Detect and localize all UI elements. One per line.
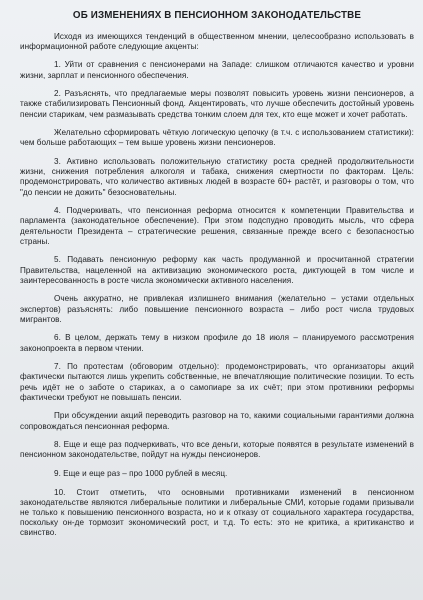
paragraph-point-2: 2. Разъяснять, что предлагаемые меры позволят повысить уровень жизни пенсионеров, а также стабилизировать Пенсионный фонд. Акцентировать, что лучше обеспечить достойный уровень пенсии старикам, чем размазывать средства тонким слоем для тех, кто еще может и хочет работать. — [20, 89, 414, 119]
paragraph-point-8: 8. Еще и еще раз подчеркивать, что все деньги, которые появятся в результате изменений в пенсионном законодательстве, пойдут на нужды пенсионеров. — [20, 440, 414, 460]
paragraph-point-7: 7. По протестам (обговорим отдельно): продемонстрировать, что организаторы акций фактически пытаются лишь укрепить собственные, не впечатляющие политические позиции. То есть речь идёт не о заботе о стариках, а о самопиаре за их счёт; при этом противники реформы фактически требуют не повышать пенсии. — [20, 362, 414, 402]
paragraph-point-2-note: Желательно сформировать чёткую логическую цепочку (в т.ч. с использованием статистики): чем больше работающих – тем выше уровень жизни пенсионеров. — [20, 128, 414, 148]
paragraph-point-10: 10. Стоит отметить, что основными противниками изменений в пенсионном законодательстве являются либеральные политики и либеральные СМИ, которые годами призывали не только к повышению пенсионного возраста, но и к отказу от социального характера государства, поскольку он-де тормозит экономический рост, и т.д. То есть: это не критика, а критиканство и свинство. — [20, 487, 414, 538]
paragraph-intro: Исходя из имеющихся тенденций в общественном мнении, целесообразно использовать в информационной работе следующие акценты: — [20, 32, 414, 52]
paragraph-point-3: 3. Активно использовать положительную статистику роста средней продолжительности жизни, снижения потребления алкоголя и табака, снижения смертности по факторам. Цель: продемонстрировать, что количество активных людей в возрасте 60+ растёт, и разговоры о том, что "до пенсии не дожить" безосновательны. — [20, 157, 414, 197]
paragraph-point-5-note: Очень аккуратно, не привлекая излишнего внимания (желательно – устами отдельных экспертов) разъяснять: либо повышение пенсионного возраста – либо рост числа трудовых мигрантов. — [20, 294, 414, 324]
paragraph-point-6: 6. В целом, держать тему в низком профиле до 18 июля – планируемого рассмотрения законопроекта в первом чтении. — [20, 333, 414, 353]
paragraph-point-1: 1. Уйти от сравнения с пенсионерами на Западе: слишком отличаются качество и уровни жизни, зарплат и пенсионного обеспечения. — [20, 60, 414, 80]
document-title: ОБ ИЗМЕНЕНИЯХ В ПЕНСИОННОМ ЗАКОНОДАТЕЛЬСТВЕ — [72, 10, 362, 21]
paragraph-point-9: 9. Еще и еще раз – про 1000 рублей в месяц. — [54, 469, 228, 478]
paragraph-point-4: 4. Подчеркивать, что пенсионная реформа относится к компетенции Правительства и парламента (законодательное обеспечение). При этом подспудно проводить мысль, что сфера деятельности Президента – стратегические решения, связанные прежде всего с безопасностью страны. — [20, 206, 414, 246]
paragraph-point-5: 5. Подавать пенсионную реформу как часть продуманной и просчитанной стратегии Правительства, нацеленной на активизацию экономического роста, диктующей в том числе и заинтересованность в росте числа экономически активного населения. — [20, 255, 414, 285]
paragraph-point-7-note: При обсуждении акций переводить разговор на то, какими социальными гарантиями должна сопровождаться пенсионная реформа. — [20, 411, 414, 431]
document-body — [20, 10, 414, 539]
